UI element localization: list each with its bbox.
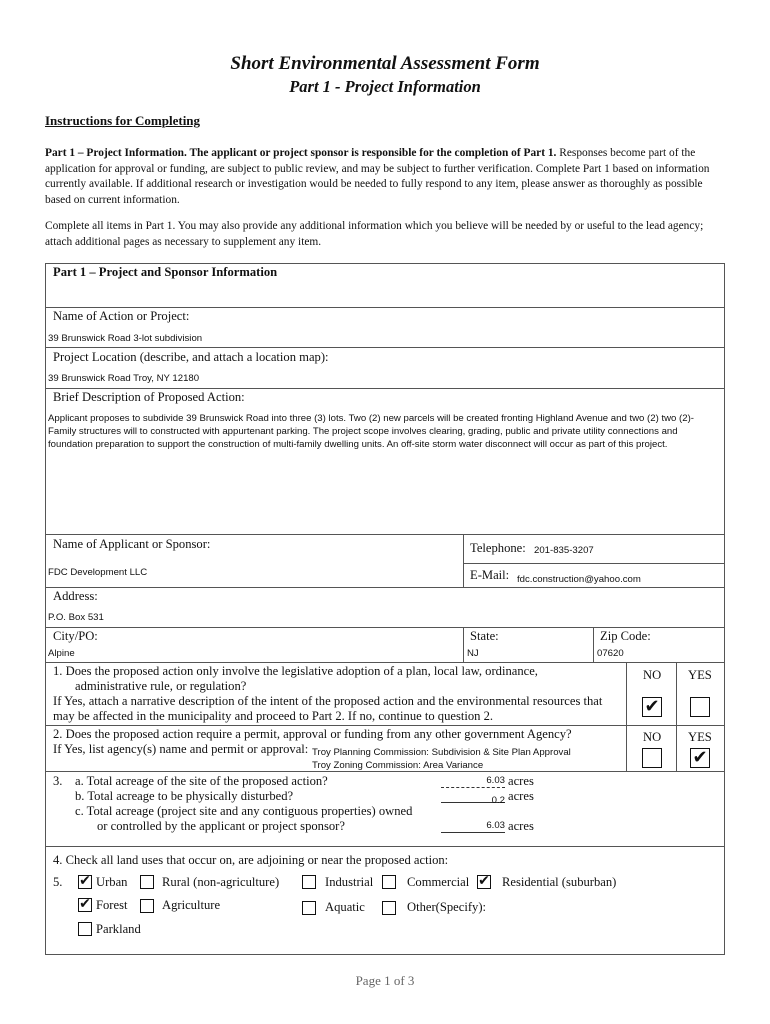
project-description-label: Brief Description of Proposed Action:: [53, 390, 245, 404]
project-location-label: Project Location (describe, and attach a location map):: [53, 350, 329, 364]
q5-number: 5.: [53, 875, 63, 889]
q3c-value-line: [441, 820, 505, 833]
land-use-parkland-label: Parkland: [96, 922, 141, 936]
q1-no-header: NO: [643, 668, 662, 682]
instructions-paragraph-1-bold: Part 1 – Project Information. The applicant or project sponsor is responsible for the completion of Part 1.: [45, 147, 557, 159]
land-use-commercial-checkbox[interactable]: [382, 875, 396, 889]
check-mark-icon: ✔: [478, 873, 490, 889]
q1-line-2: administrative rule, or regulation?: [75, 679, 247, 693]
state-label: State:: [470, 629, 499, 643]
q1-no-checkbox[interactable]: [642, 697, 662, 717]
land-use-rural-checkbox[interactable]: [140, 875, 154, 889]
q2-no-checkbox[interactable]: [642, 748, 662, 768]
q3-number: 3.: [53, 774, 63, 788]
q2-line-2: If Yes, list agency(s) name and permit or approval:: [53, 742, 309, 756]
q3c-label-2: or controlled by the applicant or project sponsor?: [97, 819, 345, 833]
q1-line-4: may be affected in the municipality and proceed to Part 2. If no, continue to question 2.: [53, 709, 494, 723]
email-label: E-Mail:: [470, 568, 510, 582]
q3a-value-line: [441, 775, 505, 788]
email-field[interactable]: fdc.construction@yahoo.com: [517, 574, 641, 585]
instructions-paragraph-2: Complete all items in Part 1. You may also provide any additional information which you believe will be needed by or useful to the lead agency; attach additional pages as necessary to supplement any item.: [45, 220, 704, 248]
q3c-acres: acres: [508, 819, 534, 833]
city-field[interactable]: Alpine: [48, 648, 75, 659]
q1-line-1: 1. Does the proposed action only involve the legislative adoption of a plan, local law, ordinance,: [53, 664, 538, 678]
land-use-aquatic-label: Aquatic: [325, 900, 365, 914]
q2-agency-field-1[interactable]: Troy Planning Commission: Subdivision & Site Plan Approval: [312, 747, 571, 758]
city-label: City/PO:: [53, 629, 98, 643]
state-field[interactable]: NJ: [467, 648, 479, 659]
q3b-label: b. Total acreage to be physically disturbed?: [75, 789, 294, 803]
form-title: Short Environmental Assessment Form: [230, 53, 540, 74]
page-number: Page 1 of 3: [355, 973, 415, 988]
land-use-urban-label: Urban: [96, 875, 128, 889]
applicant-name-label: Name of Applicant or Sponsor:: [53, 537, 211, 551]
land-use-rural-label: Rural (non-agriculture): [162, 875, 280, 889]
q3a-value[interactable]: 6.03: [486, 775, 505, 786]
land-use-agriculture-label: Agriculture: [162, 898, 221, 912]
land-use-commercial-label: Commercial: [407, 875, 470, 889]
q1-line-3: If Yes, attach a narrative description of the intent of the proposed action and the environmental resources that: [53, 694, 603, 708]
land-use-industrial-checkbox[interactable]: [302, 875, 316, 889]
land-use-aquatic-checkbox[interactable]: [302, 901, 316, 915]
q2-no-header: NO: [643, 730, 662, 744]
land-use-other-label: Other(Specify):: [407, 900, 487, 914]
q3b-value-line: [441, 791, 505, 806]
zip-label: Zip Code:: [600, 629, 651, 643]
project-name-field[interactable]: 39 Brunswick Road 3-lot subdivision: [48, 333, 203, 344]
instructions-paragraph-1: [45, 146, 725, 208]
check-mark-icon: ✔: [644, 696, 660, 717]
zip-field[interactable]: 07620: [597, 648, 624, 659]
q3a-label: a. Total acreage of the site of the proposed action?: [75, 774, 328, 788]
q2-yes-checkbox[interactable]: [690, 748, 710, 768]
project-description-field[interactable]: Applicant proposes to subdivide 39 Brunswick Road into three (3) lots. Two (2) new parcels will be created fronting Highland Avenue and two (2) two (2)-Family structures will to constructed with appurtenant parking. The project scope involves clearing, grading, public and private utility connections and foundation preparation to support the construction of multi-family dwelling units. An off-site storm water disconnect will occur as part of this project.: [48, 413, 694, 450]
instructions-heading: Instructions for Completing: [45, 113, 201, 128]
q4-label: 4. Check all land uses that occur on, are adjoining or near the proposed action:: [53, 853, 449, 867]
land-use-residential-label: Residential (suburban): [502, 875, 617, 889]
q3b-acres: acres: [508, 789, 534, 803]
telephone-field[interactable]: 201-835-3207: [534, 545, 594, 556]
land-use-industrial-label: Industrial: [325, 875, 374, 889]
address-field[interactable]: P.O. Box 531: [48, 612, 104, 623]
q3c-label-1: c. Total acreage (project site and any contiguous properties) owned: [75, 804, 413, 818]
q3c-value[interactable]: 6.03: [486, 820, 505, 831]
form-subtitle: Part 1 - Project Information: [289, 77, 481, 96]
land-use-forest-label: Forest: [96, 898, 128, 912]
form-table: [45, 263, 725, 955]
check-mark-icon: ✔: [79, 896, 91, 912]
q2-line-1: 2. Does the proposed action require a permit, approval or funding from any other government Agency?: [53, 727, 572, 741]
q3a-acres: acres: [508, 774, 534, 788]
q2-agency-field-2[interactable]: Troy Zoning Commission: Area Variance: [312, 760, 484, 771]
q2-yes-header: YES: [688, 730, 712, 744]
project-location-field[interactable]: 39 Brunswick Road Troy, NY 12180: [48, 373, 200, 384]
check-mark-icon: ✔: [79, 873, 91, 889]
applicant-name-field[interactable]: FDC Development LLC: [48, 567, 148, 578]
land-use-residential-checkbox[interactable]: [477, 875, 491, 889]
q1-yes-header: YES: [688, 668, 712, 682]
q1-yes-checkbox[interactable]: [690, 697, 710, 717]
land-use-forest-checkbox[interactable]: [78, 898, 92, 912]
land-use-other-checkbox[interactable]: [382, 901, 396, 915]
telephone-label: Telephone:: [470, 541, 526, 555]
instructions-paragraph-1-text: Responses become part of the application for approval or funding, are subject to public review, and may be subject to further verification. Complete Part 1 based on information currently available. If additional research or investigation would be needed to fully respond to any item, please answer as thoroughly as possible based on current information.: [45, 147, 710, 206]
land-use-urban-checkbox[interactable]: [78, 875, 92, 889]
address-label: Address:: [53, 589, 98, 603]
project-name-label: Name of Action or Project:: [53, 309, 190, 323]
check-mark-icon: ✔: [692, 747, 708, 768]
section-title: Part 1 – Project and Sponsor Information: [53, 265, 278, 279]
land-use-agriculture-checkbox[interactable]: [140, 899, 154, 913]
land-use-parkland-checkbox[interactable]: [78, 922, 92, 936]
q3b-value[interactable]: 0.2: [491, 795, 505, 806]
